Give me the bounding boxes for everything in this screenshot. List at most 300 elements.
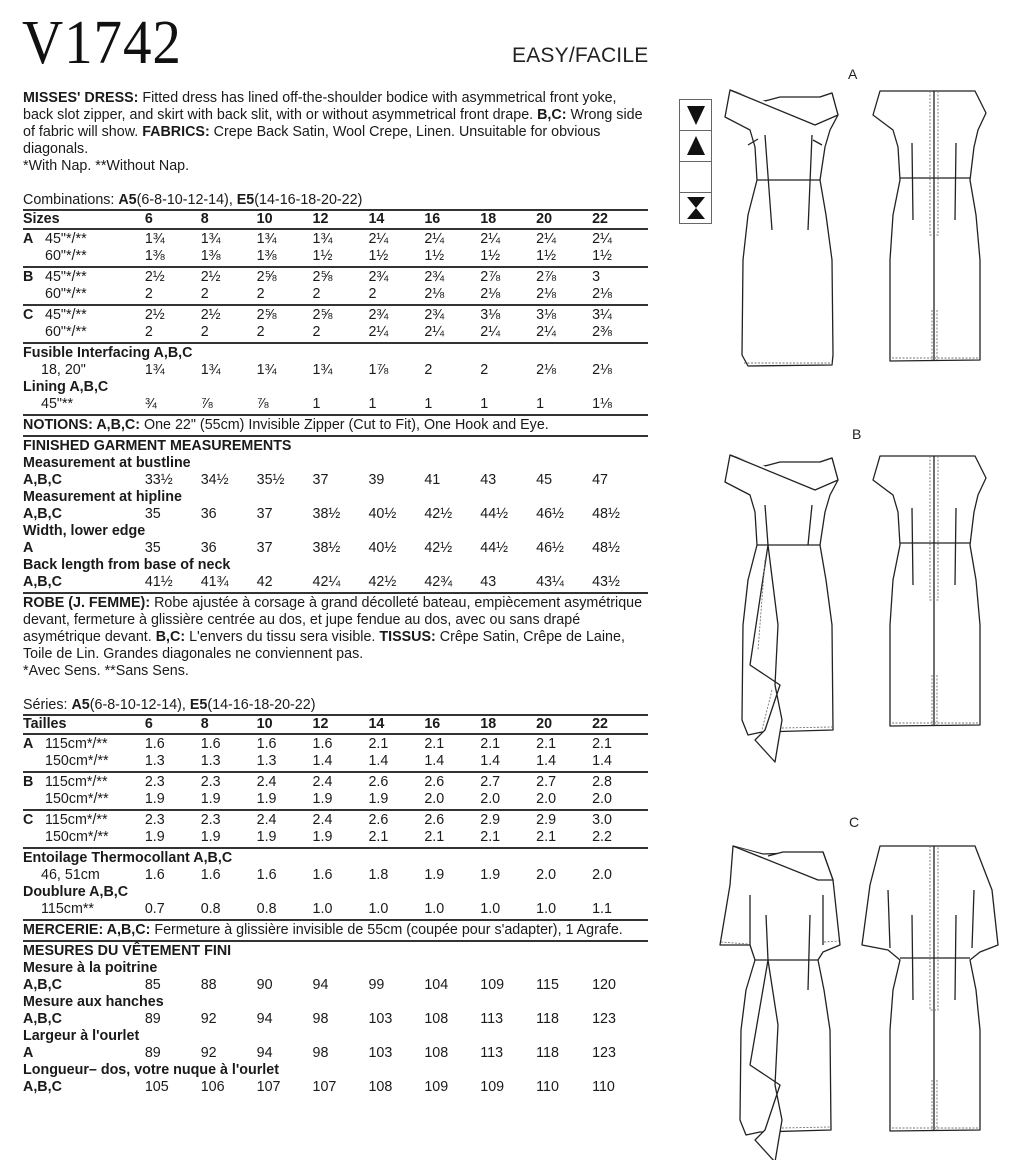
table-cell: 2¾ xyxy=(424,307,445,323)
table-cell: 2⅛ xyxy=(424,286,445,302)
combinations-line xyxy=(23,696,648,714)
table-cell: 46½ xyxy=(536,506,564,522)
table-cell: 85 xyxy=(144,977,161,993)
table-cell: 108 xyxy=(424,1045,449,1061)
interfacing-title: Fusible Interfacing A,B,C xyxy=(23,345,193,361)
table-cell: 1 xyxy=(312,396,321,412)
table-cell: 2.1 xyxy=(592,736,612,752)
table-cell: 46½ xyxy=(536,540,564,556)
sizes-header-label: Tailles xyxy=(23,716,67,732)
table-cell: 35½ xyxy=(256,472,285,488)
table-cell: 37 xyxy=(256,540,273,556)
table-cell: 1.6 xyxy=(200,736,221,752)
table-cell: 1⅛ xyxy=(592,396,612,412)
table-row xyxy=(23,307,648,324)
table-cell: 92 xyxy=(200,1011,217,1027)
desc-text: Crêpe Satin, Crêpe de Laine, Toile de Lin. Grandes diagonales ne conviennent pas. xyxy=(23,629,625,662)
table-cell: 48½ xyxy=(592,540,620,556)
table-cell: 2.9 xyxy=(536,812,557,828)
combinations-label: Combinations: xyxy=(23,192,119,208)
size-header-cell: 12 xyxy=(312,211,329,227)
table-cell: 2.1 xyxy=(480,736,501,752)
table-cell: 1.6 xyxy=(312,736,333,752)
row-label: A,B,C xyxy=(23,1079,62,1095)
table-cell: 2¾ xyxy=(368,269,389,285)
table-cell: 1¾ xyxy=(144,362,165,378)
table-cell: 123 xyxy=(592,1045,616,1061)
table-cell: 2.9 xyxy=(480,812,501,828)
size-header-cell: 20 xyxy=(536,716,553,732)
table-row xyxy=(23,867,648,884)
table-cell: 109 xyxy=(480,977,505,993)
table-cell: 110 xyxy=(536,1079,559,1095)
fabric-width: 45"*/** xyxy=(45,307,87,323)
table-cell: 104 xyxy=(424,977,449,993)
measurement-title: Back length from base of neck xyxy=(23,557,231,573)
table-cell: 118 xyxy=(536,1045,559,1061)
table-row xyxy=(23,812,648,829)
row-label xyxy=(23,231,145,248)
table-cell: 2.3 xyxy=(144,812,165,828)
table-cell: 1.4 xyxy=(424,753,445,769)
table-cell: 2 xyxy=(144,286,153,302)
desc-fabrics-label: TISSUS: xyxy=(379,629,436,645)
english-section xyxy=(23,90,648,594)
view-label-b: B xyxy=(852,426,862,442)
table-cell: 106 xyxy=(200,1079,225,1095)
table-cell: 2 xyxy=(312,324,321,340)
table-cell: 37 xyxy=(256,506,273,522)
desc-text: Fitted dress has lined off-the-shoulder bodice with asymmetrical front yoke, back slot zipper, and skirt with back slit, with or without asymmetrical front drape. xyxy=(23,90,617,123)
table-cell: 43 xyxy=(480,472,497,488)
combinations-label: Séries: xyxy=(23,697,72,713)
table-cell: 2⅛ xyxy=(536,286,557,302)
table-cell: 2.0 xyxy=(592,867,612,883)
table-cell: 103 xyxy=(368,1045,393,1061)
measurement-title: Measurement at bustline xyxy=(23,455,191,471)
table-cell: 3⅛ xyxy=(536,307,557,323)
table-cell: 2.0 xyxy=(480,791,501,807)
table-cell: 2¼ xyxy=(536,231,557,247)
table-rule xyxy=(23,592,648,594)
down-triangle-icon xyxy=(680,100,711,131)
table-row xyxy=(23,362,648,379)
fabric-width: 60"*/** xyxy=(45,286,87,302)
table-cell: 1½ xyxy=(312,248,333,264)
table-cell: 2 xyxy=(256,286,265,302)
measurement-title: Largeur à l'ourlet xyxy=(23,1028,140,1044)
table-cell: ¾ xyxy=(144,396,157,412)
table-cell: 1.9 xyxy=(368,791,389,807)
table-cell: 40½ xyxy=(368,506,397,522)
table-row xyxy=(23,269,648,286)
table-cell: 1 xyxy=(536,396,545,412)
size-header-cell: 6 xyxy=(144,211,153,227)
view-yardage-block xyxy=(23,230,648,266)
notions-body: One 22" (55cm) Invisible Zipper (Cut to Fit), One Hook and Eye. xyxy=(140,417,549,433)
view-yardage-block xyxy=(23,306,648,342)
table-cell: 2⅞ xyxy=(480,269,501,285)
table-cell: 0.7 xyxy=(144,901,165,917)
table-cell: 1.0 xyxy=(312,901,333,917)
size-header-cell: 18 xyxy=(480,716,497,732)
table-cell: 3 xyxy=(592,269,601,285)
table-cell: 2⅛ xyxy=(592,362,612,378)
table-cell: 2⅝ xyxy=(312,269,333,285)
combo-a5: A5 xyxy=(118,192,137,208)
row-label: A,B,C xyxy=(23,472,62,488)
size-header-cell: 14 xyxy=(368,716,385,732)
table-row xyxy=(23,774,648,791)
table-cell: 1.0 xyxy=(536,901,557,917)
row-label xyxy=(23,269,145,286)
table-cell: 48½ xyxy=(592,506,620,522)
table-cell: 1.9 xyxy=(256,829,277,845)
table-cell: ⅞ xyxy=(256,396,269,412)
size-header-cell: 6 xyxy=(144,716,153,732)
table-cell: 36 xyxy=(200,540,217,556)
up-triangle-icon xyxy=(680,131,711,162)
size-header-cell: 22 xyxy=(592,716,608,732)
table-cell: 44½ xyxy=(480,540,509,556)
table-cell: 1.4 xyxy=(312,753,333,769)
table-cell: 1½ xyxy=(536,248,557,264)
table-cell: 1½ xyxy=(480,248,501,264)
table-row xyxy=(23,231,648,248)
table-row xyxy=(23,1011,648,1028)
table-cell: 41¾ xyxy=(200,574,229,590)
table-cell: 1.6 xyxy=(312,867,333,883)
table-cell: 2⅛ xyxy=(592,286,612,302)
size-header-cell: 14 xyxy=(368,211,385,227)
view-label-a: A xyxy=(848,66,858,82)
desc-fabrics-label: FABRICS: xyxy=(142,124,210,140)
table-cell: 2.0 xyxy=(424,791,445,807)
table-row xyxy=(23,829,648,846)
desc-text: Robe ajustée à corsage à grand décolleté bateau, empiècement asymétrique devant, fermeture à glissière centrée au dos, et jupe fendue au dos, avec ou sans drapé asymétrique devant. xyxy=(23,595,643,645)
pattern-number: V1742 xyxy=(22,9,182,77)
table-cell: 2¾ xyxy=(368,307,389,323)
table-cell: 38½ xyxy=(312,506,341,522)
table-cell: 2.4 xyxy=(312,774,333,790)
fabric-width: 115cm*/** xyxy=(45,774,108,790)
row-label: A xyxy=(23,540,34,556)
table-cell: 2⅛ xyxy=(536,362,557,378)
table-cell: 43¼ xyxy=(536,574,564,590)
size-header-cell: 16 xyxy=(424,211,441,227)
table-cell: 1.4 xyxy=(480,753,501,769)
desc-title: MISSES' DRESS: xyxy=(23,90,139,106)
table-row xyxy=(23,540,648,557)
table-cell: 43 xyxy=(480,574,497,590)
notions-text xyxy=(23,921,648,940)
table-cell: 108 xyxy=(424,1011,449,1027)
table-cell: 1.4 xyxy=(536,753,557,769)
table-cell: 123 xyxy=(592,1011,616,1027)
french-section xyxy=(23,595,648,1097)
table-cell: 2.4 xyxy=(256,812,277,828)
sizes-header-row xyxy=(23,716,648,733)
view-yardage-block xyxy=(23,773,648,809)
notions-label: NOTIONS: A,B,C: xyxy=(23,417,141,433)
table-row xyxy=(23,901,648,918)
row-label xyxy=(23,286,145,303)
table-cell: 2 xyxy=(256,324,265,340)
table-cell: 1.9 xyxy=(480,867,501,883)
fabric-width: 45"*/** xyxy=(45,269,87,285)
desc-text: Wrong side of fabric will show. xyxy=(23,107,643,140)
table-cell: 1¾ xyxy=(200,231,221,247)
row-label: A,B,C xyxy=(23,574,62,590)
table-cell: 2⅜ xyxy=(592,324,612,340)
table-cell: 88 xyxy=(200,977,217,993)
desc-text: Crepe Back Satin, Wool Crepe, Linen. Unsuitable for obvious diagonals. xyxy=(23,124,601,157)
table-cell: 2.1 xyxy=(368,736,389,752)
table-cell: 42¼ xyxy=(312,574,341,590)
finished-title: FINISHED GARMENT MEASUREMENTS xyxy=(23,438,292,454)
size-header-cell: 12 xyxy=(312,716,329,732)
table-cell: 41½ xyxy=(144,574,173,590)
view-letter: C xyxy=(23,307,34,323)
nap-legend xyxy=(679,99,712,224)
table-row xyxy=(23,506,648,523)
table-cell: 2.1 xyxy=(536,829,557,845)
desc-title: ROBE (J. FEMME): xyxy=(23,595,151,611)
combo-a5-sizes: (6-8-10-12-14), xyxy=(89,697,190,713)
table-cell: 3¼ xyxy=(592,307,612,323)
interfacing-lining-block xyxy=(23,344,648,414)
view-yardage-block xyxy=(23,811,648,847)
measurement-title: Measurement at hipline xyxy=(23,489,182,505)
table-row xyxy=(23,736,648,753)
nap-note: *With Nap. **Without Nap. xyxy=(23,158,190,174)
table-cell: 94 xyxy=(256,1045,273,1061)
table-cell: 2¼ xyxy=(368,324,389,340)
lining-title: Lining A,B,C xyxy=(23,379,109,395)
table-row xyxy=(23,248,648,265)
fabric-width: 150cm*/** xyxy=(45,829,109,845)
table-cell: 1.3 xyxy=(256,753,277,769)
size-header-cell: 8 xyxy=(200,211,209,227)
table-cell: 42½ xyxy=(368,574,397,590)
table-cell: 2.0 xyxy=(592,791,612,807)
table-cell: 42½ xyxy=(424,540,453,556)
table-cell: 1.3 xyxy=(144,753,165,769)
hourglass-icon xyxy=(680,193,711,223)
table-cell: 39 xyxy=(368,472,385,488)
fabric-width: 150cm*/** xyxy=(45,791,109,807)
table-cell: 1.0 xyxy=(368,901,389,917)
view-label-c: C xyxy=(849,814,860,830)
row-label: A,B,C xyxy=(23,977,62,993)
desc-bc: B,C: xyxy=(537,107,567,123)
table-cell: 2 xyxy=(200,324,209,340)
size-header-cell: 8 xyxy=(200,716,209,732)
table-row xyxy=(23,1079,648,1096)
table-cell: 42½ xyxy=(424,506,453,522)
table-cell: 2¼ xyxy=(424,231,445,247)
table-cell: 1.9 xyxy=(200,829,221,845)
table-cell: 2⅝ xyxy=(256,307,277,323)
table-cell: 1.1 xyxy=(592,901,612,917)
table-cell: 2 xyxy=(424,362,433,378)
table-cell: 1⅜ xyxy=(144,248,165,264)
table-cell: 2¼ xyxy=(424,324,445,340)
table-cell: 2.1 xyxy=(424,736,445,752)
notions-body: Fermeture à glissière invisible de 55cm (coupée pour s'adapter), 1 Agrafe. xyxy=(150,922,623,938)
table-cell: 1.6 xyxy=(200,867,221,883)
row-label: A,B,C xyxy=(23,506,62,522)
table-cell: 1¾ xyxy=(144,231,165,247)
table-cell: 1.0 xyxy=(424,901,445,917)
table-cell: 2½ xyxy=(200,307,221,323)
combinations-line xyxy=(23,191,648,209)
fabric-width: 60"*/** xyxy=(45,324,87,340)
table-cell: 2.1 xyxy=(536,736,557,752)
size-header-cell: 18 xyxy=(480,211,497,227)
row-label xyxy=(23,307,145,324)
table-cell: 108 xyxy=(368,1079,393,1095)
table-cell: 1⅜ xyxy=(200,248,221,264)
table-cell: 115 xyxy=(536,977,559,993)
table-cell: 103 xyxy=(368,1011,393,1027)
table-row xyxy=(23,472,648,489)
table-cell: 105 xyxy=(144,1079,169,1095)
table-cell: 2.0 xyxy=(536,791,557,807)
table-cell: 118 xyxy=(536,1011,559,1027)
table-cell: 2¼ xyxy=(480,231,501,247)
fabric-width: 115cm*/** xyxy=(45,812,108,828)
difficulty-label: EASY/FACILE xyxy=(512,44,649,67)
combo-a5-sizes: (6-8-10-12-14), xyxy=(136,192,237,208)
table-cell: 1½ xyxy=(368,248,389,264)
fabric-width: 115cm*/** xyxy=(45,736,108,752)
table-cell: 1 xyxy=(480,396,489,412)
sizes-header-row xyxy=(23,211,648,228)
finished-title: MESURES DU VÊTEMENT FINI xyxy=(23,943,232,959)
table-cell: 1.4 xyxy=(592,753,612,769)
row-label: 18, 20" xyxy=(41,362,86,378)
table-cell: 41 xyxy=(424,472,441,488)
table-cell: 1 xyxy=(368,396,377,412)
table-cell: 1.9 xyxy=(312,829,333,845)
table-cell: 1.6 xyxy=(144,867,165,883)
table-cell: 42¾ xyxy=(424,574,453,590)
english-description xyxy=(23,90,648,158)
combo-e5-sizes: (14-16-18-20-22) xyxy=(207,697,316,713)
table-cell: 2.1 xyxy=(424,829,445,845)
fabric-width: 45"*/** xyxy=(45,231,87,247)
nap-legend-blank xyxy=(680,162,711,193)
table-cell: 2.6 xyxy=(368,774,389,790)
table-cell: 1½ xyxy=(424,248,445,264)
table-cell: 2.3 xyxy=(144,774,165,790)
table-cell: 35 xyxy=(144,506,161,522)
view-letter: C xyxy=(23,812,34,828)
size-header-cell: 16 xyxy=(424,716,441,732)
measurement-title: Width, lower edge xyxy=(23,523,146,539)
lining-title: Doublure A,B,C xyxy=(23,884,129,900)
table-cell: 2¾ xyxy=(424,269,445,285)
table-cell: 113 xyxy=(480,1011,504,1027)
sizes-header-label: Sizes xyxy=(23,211,60,227)
table-cell: 47 xyxy=(592,472,608,488)
table-row xyxy=(23,324,648,341)
table-cell: 1¾ xyxy=(256,231,277,247)
table-cell: 2⅝ xyxy=(312,307,333,323)
fabric-width: 60"*/** xyxy=(45,248,87,264)
notions-label: MERCERIE: A,B,C: xyxy=(23,922,151,938)
view-letter: B xyxy=(23,774,34,790)
table-cell: 94 xyxy=(256,1011,273,1027)
table-cell: 1.4 xyxy=(368,753,389,769)
table-cell: 107 xyxy=(312,1079,337,1095)
view-c-front-illustration xyxy=(718,840,848,1160)
finished-measurements-block xyxy=(23,437,648,592)
table-cell: 2.4 xyxy=(312,812,333,828)
row-label: 46, 51cm xyxy=(41,867,100,883)
table-cell: 34½ xyxy=(200,472,229,488)
view-letter: A xyxy=(23,736,34,752)
desc-bc: B,C: xyxy=(155,629,186,645)
row-label xyxy=(23,829,145,846)
combo-e5: E5 xyxy=(189,697,208,713)
table-cell: 98 xyxy=(312,1045,329,1061)
size-header-cell: 10 xyxy=(256,211,273,227)
table-cell: 2.6 xyxy=(424,774,445,790)
view-b-back-illustration xyxy=(870,450,990,770)
measurement-title: Mesure à la poitrine xyxy=(23,960,158,976)
table-row xyxy=(23,977,648,994)
table-cell: 2.3 xyxy=(200,812,221,828)
table-cell: 38½ xyxy=(312,540,341,556)
table-cell: 2 xyxy=(312,286,321,302)
table-cell: 2 xyxy=(200,286,209,302)
table-cell: 2.2 xyxy=(592,829,612,845)
table-cell: 2.1 xyxy=(368,829,389,845)
view-c-back-illustration xyxy=(860,840,1000,1160)
table-cell: 1⅜ xyxy=(256,248,277,264)
table-cell: 2¼ xyxy=(480,324,501,340)
table-cell: 90 xyxy=(256,977,273,993)
measurement-title: Mesure aux hanches xyxy=(23,994,164,1010)
table-cell: 1.6 xyxy=(256,736,277,752)
row-label: A xyxy=(23,1045,34,1061)
row-label xyxy=(23,324,145,341)
interfacing-lining-block xyxy=(23,849,648,919)
table-cell: 113 xyxy=(480,1045,504,1061)
table-cell: 1.9 xyxy=(256,791,277,807)
table-cell: 2.7 xyxy=(480,774,501,790)
row-label xyxy=(23,791,145,808)
combo-a5: A5 xyxy=(71,697,90,713)
table-cell: 2½ xyxy=(144,307,165,323)
table-cell: 2 xyxy=(144,324,153,340)
table-cell: 1 xyxy=(424,396,433,412)
nap-note: *Avec Sens. **Sans Sens. xyxy=(23,663,189,679)
table-row xyxy=(23,1045,648,1062)
table-cell: 1.0 xyxy=(480,901,501,917)
table-cell: 2.6 xyxy=(424,812,445,828)
table-row xyxy=(23,791,648,808)
table-cell: 1.8 xyxy=(368,867,389,883)
table-cell: 89 xyxy=(144,1011,161,1027)
table-cell: 98 xyxy=(312,1011,329,1027)
table-cell: 1.9 xyxy=(312,791,333,807)
table-cell: 2½ xyxy=(144,269,165,285)
table-cell: 1.6 xyxy=(256,867,277,883)
table-cell: 2 xyxy=(480,362,489,378)
